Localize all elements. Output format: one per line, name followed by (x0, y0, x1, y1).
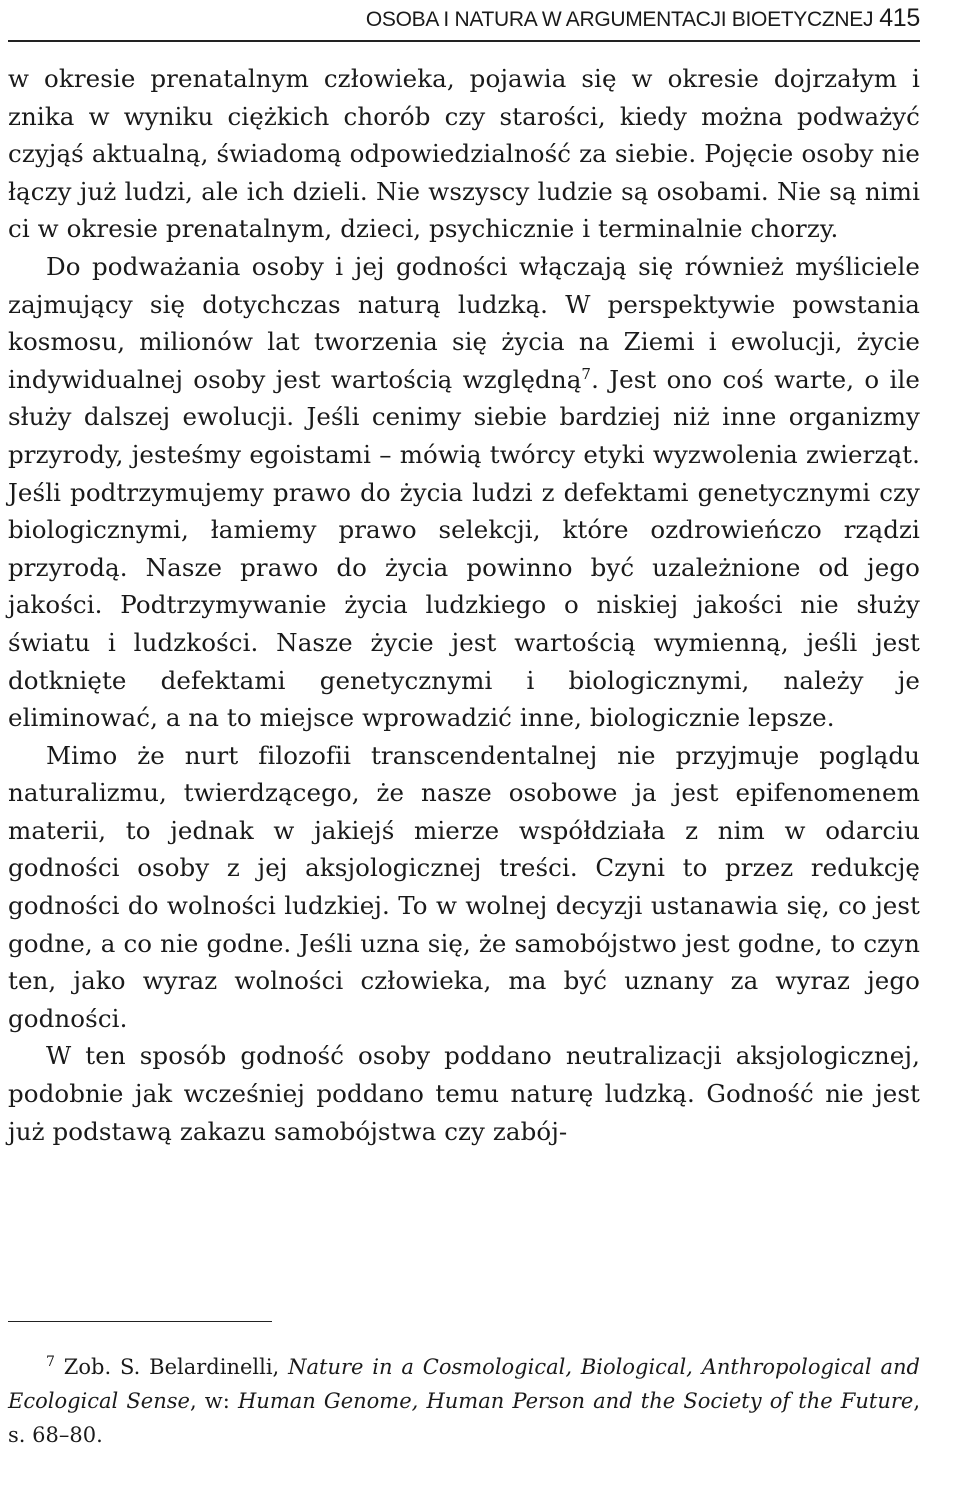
footnote-7 (8, 1350, 920, 1452)
footnote (8, 1350, 920, 1452)
paragraph-2 (8, 248, 920, 737)
footnote-mid: , w: (189, 1389, 238, 1413)
main-text (8, 60, 920, 1150)
footnote-lead: Zob. S. Belardinelli, (54, 1355, 289, 1379)
running-title: OSOBA I NATURA W ARGUMENTACJI BIOETYCZNEJ (365, 8, 874, 31)
footnote-number: 7 (46, 1354, 55, 1370)
paragraph-1: w okresie prenatalnym człowieka, pojawia się w okresie dojrzałym i znika w wyniku ciężkich chorób czy starości, kiedy można podważyć czyjąś aktualną, świadomą odpowiedzialność za siebie. Pojęcie osoby nie łączy już ludzi, ale ich dzieli. Nie wszyscy ludzie są osobami. Nie są nimi ci w okresie prenatalnym, dzieci, psychicznie i terminalnie chorzy. (8, 64, 920, 244)
running-header (366, 4, 920, 33)
paragraph-4: W ten sposób godność osoby poddano neutralizacji aksjologicznej, podobnie jak wcześniej poddano temu naturę ludzką. Godność nie jest już podstawą zakazu samobójstwa czy zabój- (8, 1041, 920, 1146)
header-rule (8, 40, 920, 42)
footnote-title-1: Nature in a Cosmological, Biological, Anthropological and Ecological Sense (8, 1355, 920, 1413)
paragraph-2-part-b: . Jest ono coś warte, o ile służy dalszej ewolucji. Jeśli cenimy siebie bardziej niż inne organizmy przyrody, jesteśmy egoistami – mówią twórcy etyki wyzwolenia zwierząt. Jeśli podtrzymujemy prawo do życia ludzi z defektami genetycznymi czy biologicznymi, łamiemy prawo selekcji, które ozdrowieńczo rządzi przyrodą. Nasze prawo do życia powinno być uzależnione od jego jakości. Podtrzymywanie życia ludzkiego o niskiej jakości nie służy światu i ludzkości. Nasze życie jest wartością wymienną, jeśli jest dotknięte defektami genetycznymi i biologicznymi, należy je eliminować, a na to miejsce wprowadzić inne, biologicznie lepsze. (8, 364, 920, 733)
paragraph-3: Mimo że nurt filozofii transcendentalnej nie przyjmuje poglądu naturalizmu, twierdzącego, że nasze osobowe ja jest epifenomenem materii, to jednak w jakiejś mierze współdziała z nim w odarciu godności osoby z jej aksjologicznej treści. Czyni to przez redukcję godności do wolności ludzkiej. To w wolnej decyzji ustanawia się, co jest godne, a co nie godne. Jeśli uzna się, że samobójstwo jest godne, to czyn ten, jako wyraz wolności człowieka, ma być uznany za wyraz jego godności. (8, 740, 920, 1033)
footnote-reference[interactable]: 7 (581, 364, 592, 383)
footnote-rule (8, 1321, 272, 1322)
footnote-title-2: Human Genome, Human Person and the Society of the Future (237, 1389, 914, 1413)
page-number: 415 (879, 4, 920, 32)
footnote-tail: , s. 68–80. (8, 1389, 921, 1447)
paragraph-2-part-a: Do podważania osoby i jej godności włączają się również myśliciele zajmujący się dotychczas naturą ludzką. W perspektywie powstania kosmosu, milionów lat tworzenia się życia na Ziemi i ewolucji, życie indywidualnej osoby jest wartością względną (8, 251, 920, 394)
